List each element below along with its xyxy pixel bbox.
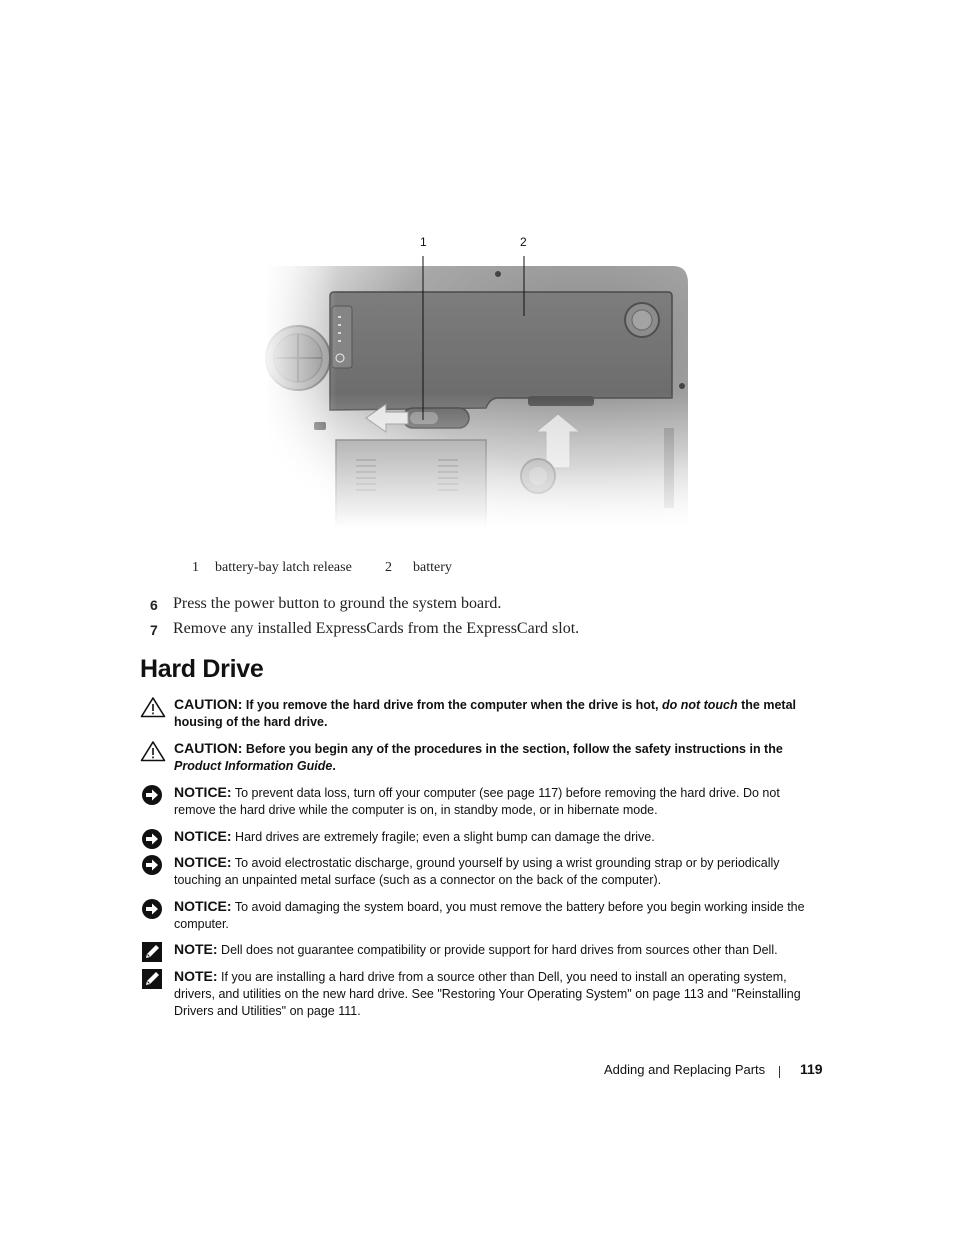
callout-1: 1 (420, 235, 427, 249)
caution-label: CAUTION: (174, 740, 243, 756)
note-label: NOTE: (174, 968, 218, 984)
step-number: 6 (150, 597, 158, 613)
note-text: NOTE: If you are installing a hard drive from a source other than Dell, you need to install an operating system, drivers, and utilities on the new hard drive. See "Restoring Your Operating System" on page 113 and "Reinstalling Drivers and Utilities" on page 111. (174, 968, 801, 1018)
notice-arrow-icon (140, 898, 166, 920)
laptop-bottom-figure (258, 228, 698, 528)
page-number: 119 (800, 1061, 823, 1077)
laptop-bottom-illustration (258, 228, 698, 528)
notice-label: NOTICE: (174, 784, 232, 800)
notice-text: NOTICE: To prevent data loss, turn off your computer (see page 117) before removing the hard drive. Do not remove the hard drive while the computer is on, in standby mode, or in hibernate mode. (174, 784, 780, 817)
step-number: 7 (150, 622, 158, 638)
legend-text-1: battery-bay latch release (215, 560, 352, 575)
notice-text: NOTICE: To avoid electrostatic discharge, ground yourself by using a wrist grounding strap or by periodically touching an unpainted metal surface (such as a connector on the back of the computer). (174, 854, 780, 887)
callout-2: 2 (520, 235, 527, 249)
section-title: Hard Drive (140, 655, 264, 683)
notice-arrow-icon (140, 828, 166, 850)
caution-text: CAUTION: Before you begin any of the procedures in the section, follow the safety instructions in the Product Information Guide. (174, 740, 783, 773)
caution-label: CAUTION: (174, 696, 243, 712)
notice-label: NOTICE: (174, 828, 232, 844)
footer-divider (779, 1066, 780, 1078)
notice-label: NOTICE: (174, 898, 232, 914)
caution-triangle-icon (140, 740, 166, 762)
note-pencil-icon (140, 941, 166, 963)
note-label: NOTE: (174, 941, 218, 957)
notice-label: NOTICE: (174, 854, 232, 870)
caution-triangle-icon (140, 696, 166, 718)
legend-num-2: 2 (385, 560, 392, 575)
step-text: Press the power button to ground the system board. (173, 595, 502, 612)
legend-num-1: 1 (192, 560, 199, 575)
notice-text: NOTICE: Hard drives are extremely fragile; even a slight bump can damage the drive. (174, 828, 655, 844)
legend-text-2: battery (413, 560, 452, 575)
document-title: Product Information Guide (174, 759, 333, 773)
footer-section-name: Adding and Replacing Parts (604, 1062, 766, 1077)
emphasis: do not touch (661, 698, 738, 712)
caution-text: CAUTION: If you remove the hard drive from the computer when the drive is hot, do not touch the metal housing of the hard drive. (174, 696, 796, 729)
step-text: Remove any installed ExpressCards from the ExpressCard slot. (173, 620, 580, 637)
notice-text: NOTICE: To avoid damaging the system board, you must remove the battery before you begin working inside the computer. (174, 898, 805, 931)
note-text: NOTE: Dell does not guarantee compatibility or provide support for hard drives from sources other than Dell. (174, 941, 778, 957)
notice-arrow-icon (140, 854, 166, 876)
notice-arrow-icon (140, 784, 166, 806)
note-pencil-icon (140, 968, 166, 990)
